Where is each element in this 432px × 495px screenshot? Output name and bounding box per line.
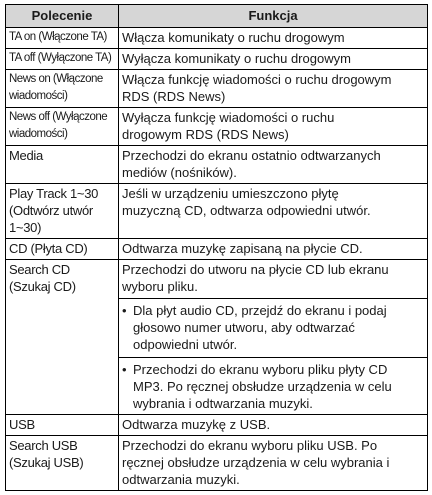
table-row [6,28,428,49]
function-text: Wyłącza funkcję wiadomości o ruchu [122,110,335,125]
bullet-text: głosowo numer utworu, aby odtwarzać [133,320,355,335]
command-text: (Szukaj USB) [9,455,84,470]
command-text: (Odtwórz utwór [9,203,93,218]
function-text: Jeśli w urządzeniu umieszczono płytę [122,186,339,201]
table-row [6,260,428,415]
bullet-marker: • [122,303,127,318]
command-cell [6,146,119,184]
function-cell [119,415,428,436]
command-cell [6,260,119,415]
voice-command-table [5,4,428,491]
function-cell [119,70,428,108]
command-cell [6,108,119,146]
function-cell [119,108,428,146]
function-text: Przechodzi do ekranu wyboru pliku USB. Po [122,438,378,453]
command-cell [6,415,119,436]
table-row [6,184,428,239]
function-cell [119,260,428,415]
table-row [6,108,428,146]
command-text: (Szukaj CD) [9,279,76,294]
bullet-text: Przechodzi do ekranu wyboru pliku płyty CD [133,362,388,377]
command-cell [6,239,119,260]
command-text: News off (Wyłączone [9,111,108,123]
bullet-text: wybrania i odtwarzania muzyki. [133,396,313,411]
bullet-item [119,357,427,412]
bullet-item [119,298,427,353]
function-cell [119,49,428,70]
function-cell [119,28,428,49]
command-text: TA on (Włączone TA) [9,31,107,43]
bullet-text: odpowiedni utwór. [133,337,238,352]
function-text: Przechodzi do utworu na płycie CD lub ekranu [122,262,389,277]
function-cell [119,436,428,491]
table-header-row [6,5,428,28]
command-cell [6,28,119,49]
command-text: 1~30) [9,220,42,235]
function-text: ręcznej obsłudze urządzenia w celu wybrania i [122,455,390,470]
function-text: Odtwarza muzykę zapisaną na płycie CD. [122,241,363,256]
command-text: Media [9,148,43,163]
command-text: CD (Płyta CD) [9,241,88,256]
command-cell [6,70,119,108]
function-text: drogowym RDS (RDS News) [122,127,289,142]
function-cell [119,146,428,184]
function-text: mediów (nośników). [122,165,237,180]
header-command: Polecenie [6,5,119,28]
function-cell [119,239,428,260]
command-text: wiadomości) [9,90,68,102]
table-row [6,146,428,184]
function-text: Przechodzi do ekranu ostatnio odtwarzanych [122,148,381,163]
function-text: Odtwarza muzykę z USB. [122,417,271,432]
header-function: Funkcja [119,5,428,28]
table-row [6,70,428,108]
command-text: News on (Włączone [9,73,103,85]
function-text: odtwarzania muzyki. [122,472,240,487]
table-row [6,415,428,436]
bullet-list [122,298,424,412]
function-text: Wyłącza komunikaty o ruchu drogowym [122,51,351,66]
function-cell [119,184,428,239]
function-text: wyboru pliku. [122,279,198,294]
function-text: Włącza funkcję wiadomości o ruchu drogowym [122,72,392,87]
bullet-marker: • [122,362,127,377]
command-text: Play Track 1~30 [9,186,99,201]
table-row [6,436,428,491]
function-text: Włącza komunikaty o ruchu drogowym [122,30,345,45]
command-text: Search USB [9,438,78,453]
command-text: Search CD [9,262,70,277]
command-text: wiadomości) [9,128,68,140]
bullet-text: MP3. Po ręcznej obsłudze urządzenia w celu [133,379,392,394]
function-text: RDS (RDS News) [122,89,226,104]
command-text: USB [9,417,35,432]
command-cell [6,184,119,239]
command-cell [6,436,119,491]
command-text: TA off (Wyłączone TA) [9,52,112,64]
table-row [6,49,428,70]
function-text: muzyczną CD, odtwarza odpowiedni utwór. [122,203,371,218]
command-cell [6,49,119,70]
table-row [6,239,428,260]
bullet-text: Dla płyt audio CD, przejdź do ekranu i podaj [133,303,387,318]
